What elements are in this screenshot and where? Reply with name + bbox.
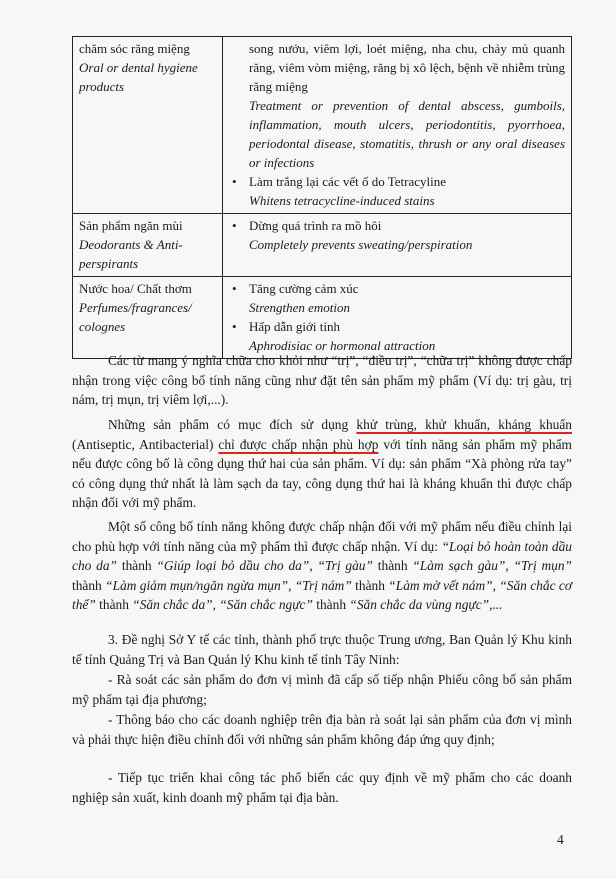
paragraph-text: - Rà soát các sản phẩm do đơn vị mình đã cấp số tiếp nhận Phiếu công bố sản phẩm mỹ phẩm tại địa phương; <box>72 672 572 707</box>
example-revised: “Giúp loại bỏ dầu cho da” <box>156 558 310 574</box>
category-cell <box>73 37 223 214</box>
paragraph-dash-2 <box>72 710 572 749</box>
category-vi: chăm sóc răng miệng <box>79 41 190 56</box>
claims-cell <box>223 214 572 277</box>
example-original: “Trị nám” <box>294 577 352 593</box>
paragraph-examples <box>72 517 572 615</box>
paragraph-text: - Tiếp tục triển khai công tác phổ biến các quy định về mỹ phẩm cho các doanh nghiệp sản xuất, kinh doanh mỹ phẩm tại địa bàn. <box>72 770 572 805</box>
paragraph-dash-3 <box>72 768 572 807</box>
claims-cell <box>223 277 572 359</box>
claims-cell <box>223 37 572 214</box>
paragraph-text: Một số công bố tính năng không được chấp nhận đối với mỹ phẩm nếu điều chỉnh lại cho phù hợp với tính năng của mỹ phẩm thì được chấp nhận. Ví dụ: “Loại bỏ hoàn toàn dầu cho da” thành “Giúp loại bỏ dầu cho da”, “Trị gàu” thành “Làm sạch gàu”, “Trị mụn” thành “Làm giảm mụn/ngăn ngừa mụn”, “Trị nám” thành “Làm mờ vết nám”, “Săn chắc cơ thể” thành “Săn chắc da”, “Săn chắc ngực” thành “Săn chắc da vùng ngực”,... <box>72 519 573 613</box>
category-en: Oral or dental hygiene products <box>79 60 198 94</box>
table-row <box>73 214 572 277</box>
claim-text: Completely prevents sweating/perspiration <box>249 237 473 252</box>
example-original: “Trị mụn” <box>513 558 573 574</box>
paragraph-text: - Thông báo cho các doanh nghiệp trên địa bàn rà soát lại sản phẩm của đơn vị mình và phải thực hiện điều chỉnh đối với những sản phẩm không đáp ứng quy định; <box>72 712 572 747</box>
bullet-claim: • Làm trắng lại các vết ố do Tetracyline <box>229 172 565 191</box>
example-original: “Săn chắc cơ thể” <box>72 577 572 613</box>
paragraph-text: 3. Đề nghị Sở Y tế các tỉnh, thành phố trực thuộc Trung ương, Ban Quản lý Khu kinh tế tỉnh Quảng Trị và Ban Quản lý Khu kinh tế tỉnh Tây Ninh: <box>72 632 572 667</box>
claim-text: Treatment or prevention of dental abscess, gumboils, inflammation, mouth ulcers, periodontitis, pyorrhoea, periodontal disease, stomatitis, thrush or any oral diseases or infections <box>249 98 565 170</box>
category-en: Deodorants & Anti-perspirants <box>79 237 183 271</box>
red-underline-phrase: khử trùng, khử khuẩn, kháng khuẩn <box>356 417 572 432</box>
table-row <box>73 37 572 214</box>
example-original: “Trị gàu” <box>317 558 373 574</box>
page-number: 4 <box>557 832 564 847</box>
example-revised: “Làm sạch gàu” <box>412 558 506 574</box>
paragraph-text: Những sản phẩm có mục đích sử dụng khử trùng, khử khuẩn, kháng khuẩn (Antiseptic, Antibacterial) chỉ được chấp nhận phù hợp với tính năng sản phẩm mỹ phẩm nếu được công bố là công dụng thứ hai của sản phẩm. Ví dụ: sản phẩm “Xà phòng rửa tay” có công dụng thứ nhất là làm sạch da tay, công dụng thứ hai là kháng khuẩn thì được chấp nhận đối với mỹ phẩm. <box>72 417 572 511</box>
paragraph-claims-words <box>72 351 572 410</box>
example-original: “Loại bỏ hoàn toàn dầu cho da” <box>72 538 572 574</box>
example-revised: “Săn chắc da” <box>132 597 213 613</box>
bullet-claim: • Dừng quá trình ra mồ hôi <box>229 216 565 235</box>
category-cell <box>73 277 223 359</box>
claim-text: Aphrodisiac or hormonal attraction <box>249 338 436 353</box>
example-revised: “Làm mờ vết nám” <box>388 577 493 593</box>
table-row <box>73 277 572 359</box>
category-vi: Sản phẩm ngăn mùi <box>79 218 183 233</box>
example-revised: “Làm giảm mụn/ngăn ngừa mụn” <box>105 577 289 593</box>
category-en: Perfumes/fragrances/ colognes <box>79 300 192 334</box>
bullet-claim: • Tăng cường cảm xúc <box>229 279 565 298</box>
paragraph-antibacterial <box>72 415 572 513</box>
category-cell <box>73 214 223 277</box>
red-underline-phrase: chỉ được chấp nhận phù hợp <box>218 436 379 452</box>
paragraph-text: Các từ mang ý nghĩa chữa cho khỏi như “trị”, “điều trị”, “chữa trị” không được chấp nhận trong việc công bố tính năng cũng như đặt tên sản phẩm mỹ phẩm (Ví dụ: trị gàu, trị nám, trị mụn, trị viêm lợi,...). <box>72 353 572 408</box>
bullet-claim: • Hấp dẫn giới tính <box>229 317 565 336</box>
claim-text: Strengthen emotion <box>249 300 350 315</box>
claim-text: Whitens tetracycline-induced stains <box>249 193 435 208</box>
example-revised: “Săn chắc da vùng ngực” <box>349 597 490 613</box>
claims-table <box>72 36 572 359</box>
paragraph-request <box>72 630 572 669</box>
paragraph-dash-1 <box>72 670 572 709</box>
claim-text: song nướu, viêm lợi, loét miệng, nha chu, chảy mủ quanh răng, viêm vòm miệng, răng bị xô lệch, bệnh về nhiễm trùng răng miệng <box>249 41 565 94</box>
category-vi: Nước hoa/ Chất thơm <box>79 281 192 296</box>
example-original: “Săn chắc ngực” <box>219 597 313 613</box>
